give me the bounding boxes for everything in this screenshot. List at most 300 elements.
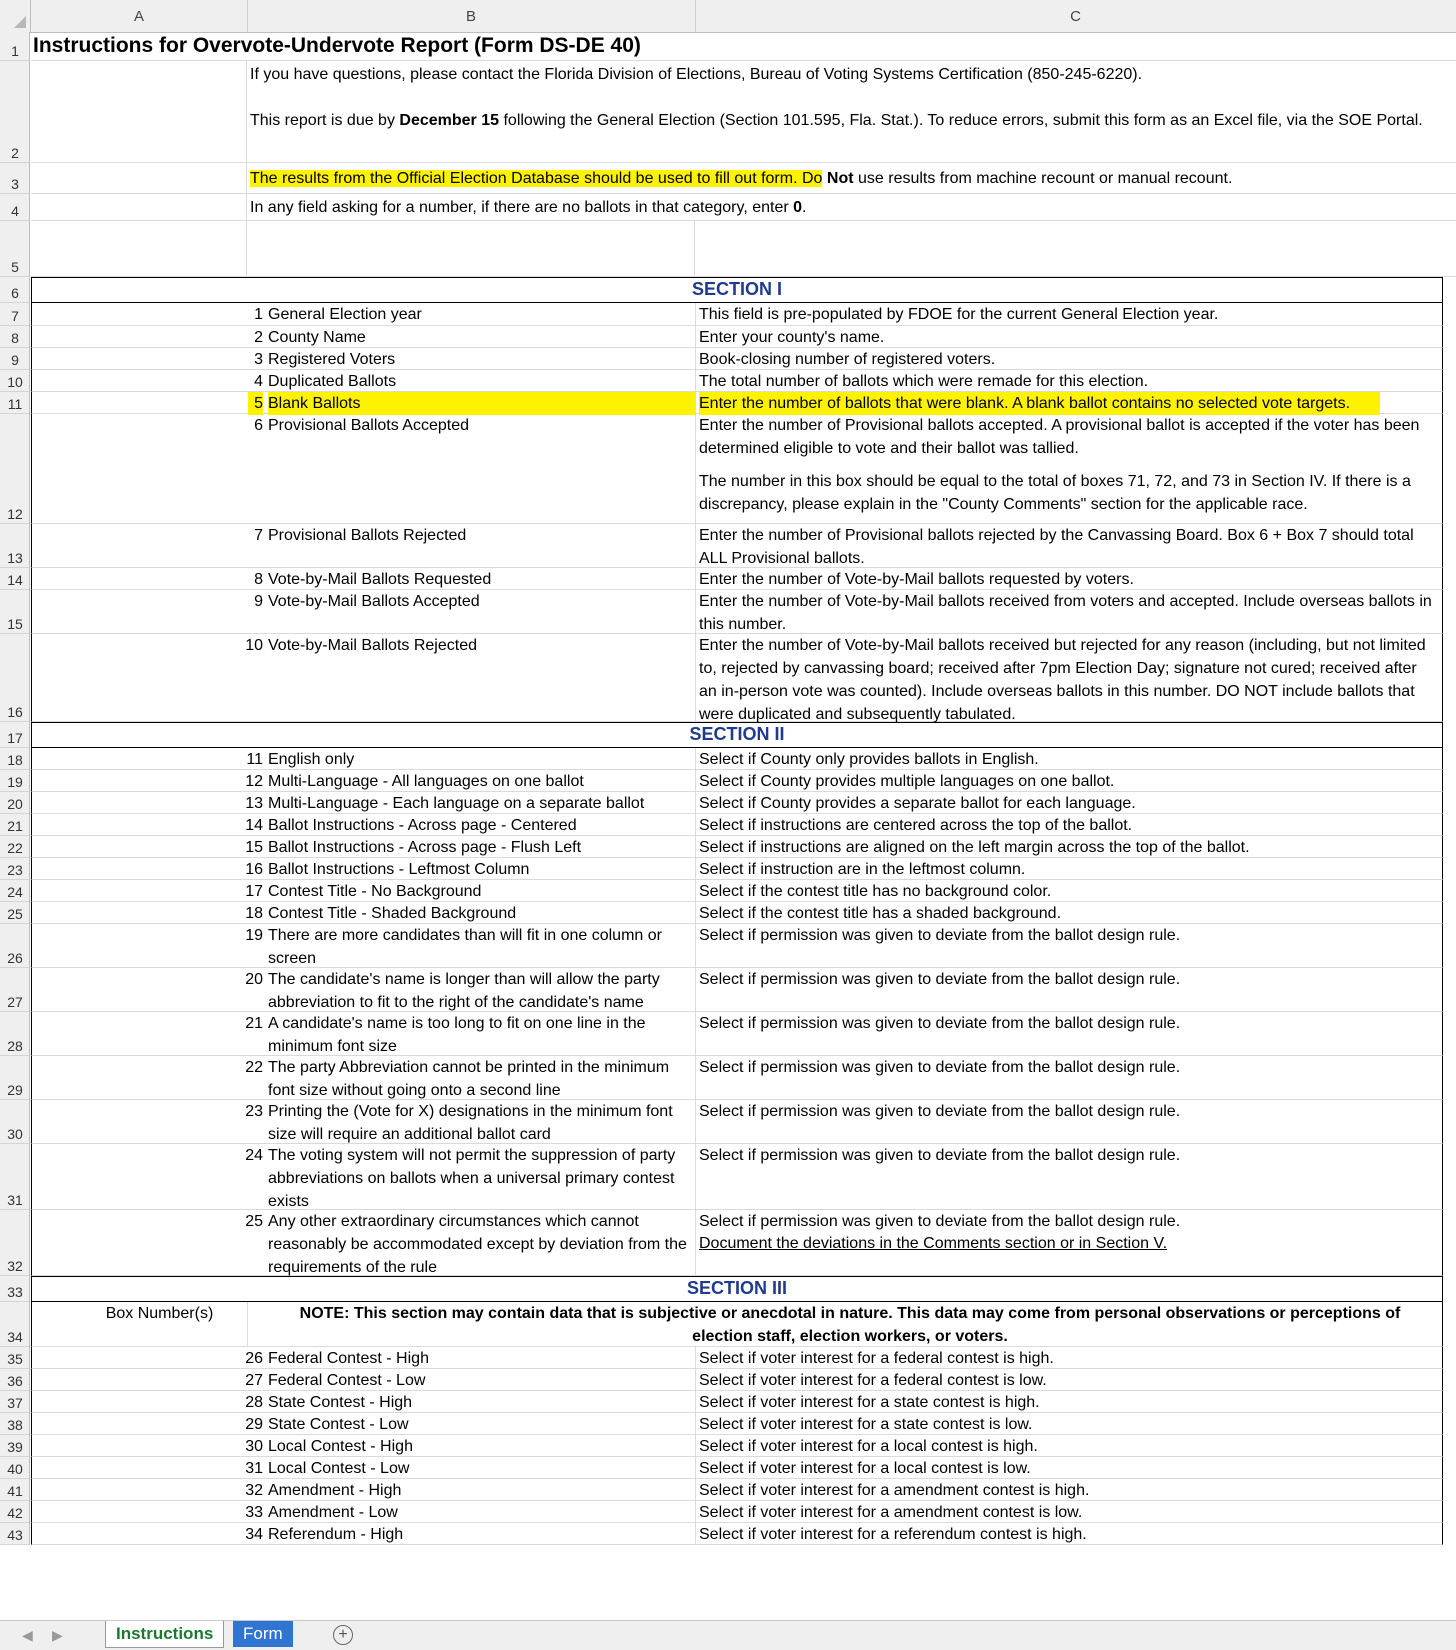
sheet-tab-bar [0, 1620, 1456, 1650]
row-header[interactable]: 21 [0, 814, 30, 836]
cell-b16[interactable] [32, 634, 696, 721]
scroll-left-icon[interactable]: ◀ [22, 1627, 33, 1643]
item-description: Select if the contest title has a shaded background. [699, 905, 1062, 922]
box-number: 28 [245, 1394, 263, 1411]
item-description: Select if County provides a separate ballot for each language. [699, 795, 1136, 812]
cell-b11[interactable] [32, 392, 696, 413]
cell-b26[interactable] [32, 924, 696, 967]
cell-b43[interactable] [32, 1523, 696, 1544]
cell-b28[interactable] [32, 1012, 696, 1055]
cell-b13[interactable] [32, 524, 696, 567]
box-number: 31 [245, 1460, 263, 1477]
sheet-row [31, 590, 1443, 634]
cell-c16[interactable] [696, 634, 1442, 721]
box-number: 26 [245, 1350, 263, 1367]
item-description: Select if instructions are centered across the top of the ballot. [699, 817, 1133, 834]
sheet-row [31, 880, 1443, 902]
box-number: 8 [254, 571, 263, 588]
cell-c35[interactable] [696, 1347, 1442, 1368]
item-description: Select if permission was given to deviate from the ballot design rule. [699, 971, 1181, 988]
item-label: Vote-by-Mail Ballots Requested [268, 571, 492, 588]
item-description: Select if permission was given to deviate from the ballot design rule. [699, 927, 1181, 944]
contact-text: If you have questions, please contact the Florida Division of Elections, Bureau of Voting Systems Certification (850-245-6220). [250, 66, 1143, 83]
cell-b18[interactable] [32, 748, 696, 769]
row-header[interactable]: 14 [0, 568, 30, 590]
box-number: 25 [245, 1213, 263, 1230]
item-description: Enter the number of Vote-by-Mail ballots received from voters and accepted. Include overseas ballots in this number. [699, 593, 1432, 633]
cell-b3[interactable] [247, 163, 1447, 193]
sheet-row [31, 32, 1456, 61]
box-number: 16 [245, 861, 263, 878]
row-header[interactable]: 13 [0, 524, 30, 568]
box-number: 13 [245, 795, 263, 812]
section-1-heading: SECTION I [691, 279, 782, 299]
column-headers [0, 0, 1456, 33]
row-header[interactable]: 37 [0, 1391, 30, 1413]
row-header[interactable]: 9 [0, 348, 30, 370]
sheet-row [31, 1435, 1443, 1457]
cell-c21[interactable] [696, 814, 1442, 835]
box-number: 19 [245, 927, 263, 944]
sheet-row [31, 1100, 1443, 1144]
item-label: Contest Title - No Background [268, 883, 482, 900]
results-note-highlight: The results from the Official Election Database should be used to fill out form. Do [250, 170, 823, 187]
row-header[interactable]: 25 [0, 902, 30, 924]
cell-c15[interactable] [696, 590, 1442, 633]
box-number: 20 [245, 971, 263, 988]
item-label: Blank Ballots [268, 392, 695, 415]
cell-b7[interactable] [32, 303, 696, 325]
cell-b29[interactable] [32, 1056, 696, 1099]
tab-form[interactable]: Form [233, 1621, 293, 1647]
sheet-row [31, 902, 1443, 924]
sheet-row [31, 414, 1443, 524]
item-label: Federal Contest - High [268, 1350, 429, 1367]
box-number: 33 [245, 1504, 263, 1521]
cell-c40[interactable] [696, 1457, 1442, 1478]
row-header[interactable]: 39 [0, 1435, 30, 1457]
cell-b14[interactable] [32, 568, 696, 589]
cell-b19[interactable] [32, 770, 696, 791]
cell-a1[interactable] [31, 32, 1456, 60]
cell-b37[interactable] [32, 1391, 696, 1412]
row-header[interactable]: 26 [0, 924, 30, 968]
row-header[interactable]: 40 [0, 1457, 30, 1479]
cell-b8[interactable] [32, 326, 696, 347]
item-description: Select if voter interest for a local contest is low. [699, 1460, 1031, 1477]
item-label: Multi-Language - Each language on a separate ballot [268, 795, 645, 812]
row-header[interactable]: 35 [0, 1347, 30, 1369]
row-header[interactable]: 5 [0, 221, 30, 277]
box-number: 30 [245, 1438, 263, 1455]
sheet-row [31, 1523, 1443, 1545]
sheet-row [31, 163, 1456, 194]
item-label: State Contest - Low [268, 1416, 409, 1433]
cell-c27[interactable] [696, 968, 1442, 1011]
cell-c32[interactable] [696, 1210, 1442, 1275]
add-sheet-icon[interactable]: + [333, 1625, 353, 1645]
results-note [250, 167, 1443, 190]
item-label: Provisional Ballots Rejected [268, 527, 467, 544]
section-2-heading: SECTION II [689, 724, 785, 744]
row-header[interactable]: 18 [0, 748, 30, 770]
item-description: Book-closing number of registered voters. [699, 351, 996, 368]
cell-a34[interactable] [32, 1302, 248, 1346]
row-header[interactable]: 8 [0, 326, 30, 348]
results-note-post: use results from machine recount or manual recount. [853, 170, 1233, 187]
sheet-row [31, 924, 1443, 968]
box-number: 10 [245, 637, 263, 654]
due-date: December 15 [399, 112, 500, 129]
item-label: The candidate's name is longer than will allow the party abbreviation to fit to the right of the candidate's name [268, 971, 660, 1011]
row-header[interactable]: 28 [0, 1012, 30, 1056]
cell-a3[interactable] [31, 163, 247, 193]
sheet-row [31, 1210, 1443, 1276]
cell-c22[interactable] [696, 836, 1442, 857]
due-text-pre: This report is due by [250, 112, 400, 129]
item-description: Enter your county's name. [699, 329, 885, 346]
row-header[interactable]: 43 [0, 1523, 30, 1545]
cell-c37[interactable] [696, 1391, 1442, 1412]
sheet-row [31, 1479, 1443, 1501]
row-header[interactable]: 30 [0, 1100, 30, 1144]
cell-b22[interactable] [32, 836, 696, 857]
sheet-row [31, 1012, 1443, 1056]
cell-b21[interactable] [32, 814, 696, 835]
sheet-row [31, 221, 1456, 277]
column-header-c[interactable]: C [695, 0, 1456, 32]
sheet-row [31, 326, 1443, 348]
item-description: The total number of ballots which were remade for this election. [699, 373, 1149, 390]
cell-b12[interactable] [32, 414, 696, 523]
sheet-row [31, 1302, 1443, 1347]
item-description-extra: The number in this box should be equal to the total of boxes 71, 72, and 73 in Section IV. If there is a discrepancy, please explain in the "County Comments" section for the applicable race. [699, 473, 1411, 513]
cell-c24[interactable] [696, 880, 1442, 901]
item-description: Select if permission was given to deviate from the ballot design rule. [699, 1213, 1181, 1230]
cell-b42[interactable] [32, 1501, 696, 1522]
item-label: Amendment - Low [268, 1504, 398, 1521]
cell-b39[interactable] [32, 1435, 696, 1456]
item-description: Select if voter interest for a local contest is high. [699, 1438, 1038, 1455]
cell-b36[interactable] [32, 1369, 696, 1390]
sheet-row [31, 61, 1456, 163]
item-label: Duplicated Ballots [268, 373, 397, 390]
item-label: Federal Contest - Low [268, 1372, 426, 1389]
cell-c9[interactable] [696, 348, 1442, 369]
sheet-row [31, 814, 1443, 836]
item-label: Local Contest - Low [268, 1460, 410, 1477]
sheet-row [31, 370, 1443, 392]
box-number: 3 [254, 351, 263, 368]
section-3-note: NOTE: This section may contain data that is subjective or anecdotal in nature. This data may come from personal observations or perceptions of election staff, election workers, or voters. [299, 1305, 1401, 1345]
item-description: Enter the number of Provisional ballots rejected by the Canvassing Board. Box 6 + Box 7 should total ALL Provisional ballots. [699, 527, 1414, 567]
cell-c13[interactable] [696, 524, 1442, 567]
cell-c10[interactable] [696, 370, 1442, 391]
box-number: 4 [254, 373, 263, 390]
item-label: English only [268, 751, 355, 768]
sheet-row [31, 1501, 1443, 1523]
cell-b25[interactable] [32, 902, 696, 923]
item-label: Printing the (Vote for X) designations in the minimum font size will require an additional ballot card [268, 1103, 673, 1143]
row-header[interactable]: 20 [0, 792, 30, 814]
zero-note-pre: In any field asking for a number, if there are no ballots in that category, enter [250, 199, 794, 216]
sheet-row [31, 1056, 1443, 1100]
row-header[interactable]: 2 [0, 61, 30, 163]
item-description: Select if voter interest for a amendment contest is high. [699, 1482, 1090, 1499]
row-header[interactable]: 16 [0, 634, 30, 722]
item-label: Multi-Language - All languages on one ballot [268, 773, 584, 790]
row-header[interactable]: 41 [0, 1479, 30, 1501]
column-header-b[interactable]: B [247, 0, 696, 32]
box-number: 32 [245, 1482, 263, 1499]
item-label: Registered Voters [268, 351, 396, 368]
item-description: Select if voter interest for a federal contest is low. [699, 1372, 1047, 1389]
sheet-row [31, 792, 1443, 814]
cell-b4[interactable] [247, 194, 1447, 220]
row-header[interactable]: 1 [0, 32, 30, 61]
item-label: General Election year [268, 306, 422, 323]
item-label: Any other extraordinary circumstances which cannot reasonably be accommodated except by deviation from the requirements of the rule [268, 1213, 687, 1276]
box-number: 11 [246, 751, 263, 768]
cell-c29[interactable] [696, 1056, 1442, 1099]
sheet-row [31, 194, 1456, 221]
cell-b40[interactable] [32, 1457, 696, 1478]
item-description: Select if permission was given to deviate from the ballot design rule. [699, 1015, 1181, 1032]
item-description: Select if voter interest for a referendum contest is high. [699, 1526, 1087, 1543]
row-header[interactable]: 22 [0, 836, 30, 858]
sheet-row [31, 858, 1443, 880]
item-label: The party Abbreviation cannot be printed in the minimum font size without going onto a second line [268, 1059, 670, 1099]
cell-c42[interactable] [696, 1501, 1442, 1522]
row-header[interactable]: 38 [0, 1413, 30, 1435]
cell-a4[interactable] [31, 194, 247, 220]
cell-b38[interactable] [32, 1413, 696, 1434]
results-note-not: Not [822, 170, 854, 187]
box-number-header: Box Number(s) [105, 1305, 214, 1322]
sheet-row [31, 1369, 1443, 1391]
cell-c30[interactable] [696, 1100, 1442, 1143]
zero-note [250, 196, 1443, 219]
cell-c8[interactable] [696, 326, 1442, 347]
item-description: Select if County only provides ballots in English. [699, 751, 1039, 768]
sheet-row [31, 524, 1443, 568]
sheet-row [31, 1413, 1443, 1435]
cell-c12[interactable] [696, 414, 1442, 523]
box-number: 1 [254, 306, 263, 323]
row-header[interactable]: 32 [0, 1210, 30, 1276]
row-header[interactable]: 19 [0, 770, 30, 792]
row-header[interactable]: 10 [0, 370, 30, 392]
item-description: Select if the contest title has no background color. [699, 883, 1052, 900]
column-header-a[interactable]: A [31, 0, 248, 32]
item-description: Select if voter interest for a amendment contest is low. [699, 1504, 1083, 1521]
sheet-row [31, 1144, 1443, 1210]
cell-b10[interactable] [32, 370, 696, 391]
cell-c41[interactable] [696, 1479, 1442, 1500]
sheet-row [31, 836, 1443, 858]
cell-b23[interactable] [32, 858, 696, 879]
box-number: 9 [254, 593, 263, 610]
item-label: Vote-by-Mail Ballots Accepted [268, 593, 480, 610]
item-label: There are more candidates than will fit in one column or screen [268, 927, 662, 967]
item-label: The voting system will not permit the suppression of party abbreviations on ballots when a universal primary contest exists [268, 1147, 676, 1210]
cell-c36[interactable] [696, 1369, 1442, 1390]
cell-b27[interactable] [32, 968, 696, 1011]
section-3-heading: SECTION III [686, 1278, 787, 1298]
box-number: 6 [254, 417, 263, 434]
cell-b34[interactable] [248, 1302, 1442, 1346]
sheet-row [31, 392, 1443, 414]
item-description: Enter the number of Provisional ballots accepted. A provisional ballot is accepted if the voter has been determined eligible to vote and their ballot was tallied. [699, 417, 1420, 457]
cell-b5[interactable] [247, 221, 695, 276]
select-all-corner[interactable] [0, 0, 31, 32]
cell-b24[interactable] [32, 880, 696, 901]
row-header[interactable]: 34 [0, 1302, 30, 1347]
cell-c26[interactable] [696, 924, 1442, 967]
cell-c18[interactable] [696, 748, 1442, 769]
cell-c31[interactable] [696, 1144, 1442, 1209]
box-number: 21 [245, 1015, 263, 1032]
page-title: Instructions for Overvote-Undervote Report (Form DS-DE 40) [33, 34, 641, 57]
cell-c43[interactable] [696, 1523, 1442, 1544]
cell-a5[interactable] [31, 221, 247, 276]
sheet-row [31, 770, 1443, 792]
cell-c25[interactable] [696, 902, 1442, 923]
row-header[interactable]: 6 [0, 277, 30, 303]
box-number: 18 [245, 905, 263, 922]
deviation-link[interactable]: Document the deviations in the Comments section or in Section V. [699, 1235, 1168, 1252]
cell-a2[interactable] [31, 61, 247, 162]
cell-c23[interactable] [696, 858, 1442, 879]
cell-b20[interactable] [32, 792, 696, 813]
item-label: Ballot Instructions - Leftmost Column [268, 861, 530, 878]
box-number: 24 [245, 1147, 263, 1164]
box-number: 22 [245, 1059, 263, 1076]
row-header[interactable]: 33 [0, 1276, 30, 1302]
sheet-row [31, 722, 1443, 748]
item-label: Provisional Ballots Accepted [268, 417, 469, 434]
intro-text [250, 63, 1443, 132]
box-number: 2 [254, 329, 263, 346]
row-header[interactable]: 4 [0, 194, 30, 221]
cell-b35[interactable] [32, 1347, 696, 1368]
box-number: 5 [248, 392, 263, 415]
due-text [250, 109, 1443, 132]
zero-note-post: . [802, 199, 807, 216]
cell-c28[interactable] [696, 1012, 1442, 1055]
cell-b30[interactable] [32, 1100, 696, 1143]
scroll-right-icon[interactable]: ▶ [52, 1627, 63, 1643]
row-header[interactable]: 29 [0, 1056, 30, 1100]
row-header[interactable]: 23 [0, 858, 30, 880]
sheet-row [31, 1391, 1443, 1413]
item-description: Select if instructions are aligned on the left margin across the top of the ballot. [699, 839, 1250, 856]
item-description: Select if voter interest for a state contest is low. [699, 1416, 1033, 1433]
row-header[interactable]: 3 [0, 163, 30, 194]
row-header[interactable]: 7 [0, 303, 30, 326]
row-header[interactable]: 11 [0, 392, 30, 414]
item-description: This field is pre-populated by FDOE for the current General Election year. [699, 306, 1219, 323]
zero-note-zero: 0 [793, 199, 803, 216]
cell-b32[interactable] [32, 1210, 696, 1275]
row-header[interactable]: 17 [0, 722, 30, 748]
sheet-row [31, 968, 1443, 1012]
box-number: 17 [245, 883, 263, 900]
sheet-row [31, 277, 1443, 303]
cell-c38[interactable] [696, 1413, 1442, 1434]
sheet-row [31, 1276, 1443, 1302]
item-label: County Name [268, 329, 366, 346]
cell-b9[interactable] [32, 348, 696, 369]
item-label: Ballot Instructions - Across page - Centered [268, 817, 577, 834]
sheet-row [31, 348, 1443, 370]
row-header[interactable]: 24 [0, 880, 30, 902]
box-number: 12 [245, 773, 263, 790]
cell-c14[interactable] [696, 568, 1442, 589]
cell-c7[interactable] [696, 303, 1442, 325]
item-label: Contest Title - Shaded Background [268, 905, 517, 922]
row-header[interactable]: 27 [0, 968, 30, 1012]
cell-b15[interactable] [32, 590, 696, 633]
item-description: Select if permission was given to deviate from the ballot design rule. [699, 1147, 1181, 1164]
row-header[interactable]: 12 [0, 414, 30, 524]
cell-c19[interactable] [696, 770, 1442, 791]
box-number: 15 [245, 839, 263, 856]
item-label: A candidate's name is too long to fit on one line in the minimum font size [268, 1015, 646, 1055]
box-number: 34 [245, 1526, 263, 1543]
box-number: 7 [254, 527, 263, 544]
sheet-row [31, 748, 1443, 770]
cell-c39[interactable] [696, 1435, 1442, 1456]
row-header[interactable]: 31 [0, 1144, 30, 1210]
box-number: 23 [245, 1103, 263, 1120]
item-description: Select if County provides multiple languages on one ballot. [699, 773, 1115, 790]
item-description: Select if voter interest for a state contest is high. [699, 1394, 1040, 1411]
item-description: Enter the number of ballots that were blank. A blank ballot contains no selected vote targets. [699, 392, 1380, 415]
cell-c5[interactable] [695, 221, 1456, 276]
cell-c11[interactable] [696, 392, 1442, 413]
item-description: Enter the number of Vote-by-Mail ballots received but rejected for any reason (including, but not limited to, rejected by canvassing board; received after 7pm Election Day; signature not cured; received after an in-person vote was counted). Include overseas ballots in this number. DO NOT include ballots that were duplicated and subsequently tabulated. [699, 637, 1426, 723]
sheet-row [31, 303, 1443, 326]
cell-b2[interactable] [247, 61, 1447, 162]
item-label: Local Contest - High [268, 1438, 413, 1455]
item-description: Select if instruction are in the leftmost column. [699, 861, 1026, 878]
sheet-row [31, 568, 1443, 590]
sheet-row [31, 1347, 1443, 1369]
sheet-row [31, 634, 1443, 722]
item-label: Amendment - High [268, 1482, 402, 1499]
cell-b31[interactable] [32, 1144, 696, 1209]
item-description: Select if permission was given to deviate from the ballot design rule. [699, 1103, 1181, 1120]
box-number: 14 [245, 817, 263, 834]
item-description: Enter the number of Vote-by-Mail ballots requested by voters. [699, 571, 1134, 588]
tab-instructions[interactable]: Instructions [105, 1621, 224, 1648]
item-label: Ballot Instructions - Across page - Flush Left [268, 839, 582, 856]
item-label: Vote-by-Mail Ballots Rejected [268, 637, 477, 654]
item-description: Select if permission was given to deviate from the ballot design rule. [699, 1059, 1181, 1076]
cell-c20[interactable] [696, 792, 1442, 813]
sheet-row [31, 1457, 1443, 1479]
row-header[interactable]: 42 [0, 1501, 30, 1523]
item-label: State Contest - High [268, 1394, 413, 1411]
row-header[interactable]: 15 [0, 590, 30, 634]
box-number: 29 [245, 1416, 263, 1433]
item-label: Referendum - High [268, 1526, 404, 1543]
box-number: 27 [245, 1372, 263, 1389]
item-description: Select if voter interest for a federal contest is high. [699, 1350, 1054, 1367]
row-header[interactable]: 36 [0, 1369, 30, 1391]
cell-b41[interactable] [32, 1479, 696, 1500]
